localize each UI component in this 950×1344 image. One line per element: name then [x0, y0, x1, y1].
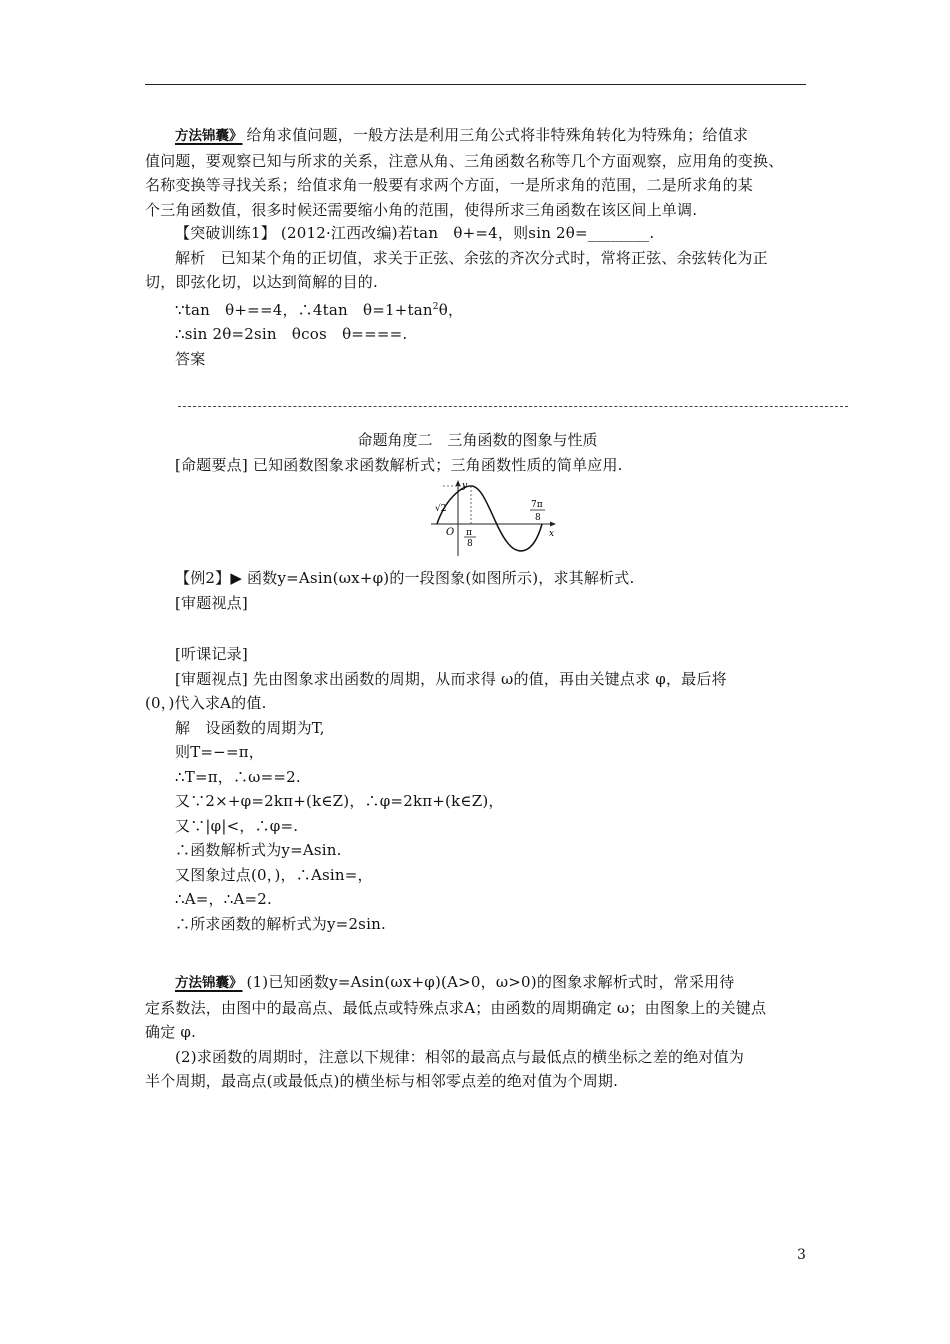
sine-graph	[425, 478, 560, 558]
x-tick-2-num: 7π	[531, 500, 543, 510]
notes-label: [听课记录]	[175, 645, 248, 663]
training-1-step-1: ∵tan θ+==4，∴4tan $\theta=1+\tan^2\theta$，	[175, 300, 464, 319]
method-tip-1-line-4: 个三角函数值，很多时候还需要缩小角的范围，使得所求三角函数在该区间上单调.	[145, 200, 698, 219]
training-1-question: 【突破训练1】 (2012·江西改编)若tan θ+=4，则sin 2θ=________.	[175, 224, 655, 242]
method-tip-1-line-3: 名称变换等寻找关系；给值求角一般要有求两个方面，一是所求角的范围，二是所求角的某	[145, 176, 754, 194]
solution-line-6: ∴函数解析式为y=Asin.	[175, 841, 342, 859]
x-axis-arrow	[550, 522, 556, 527]
method-tip-2-line-1: 方法锦囊》 (1)已知函数y=Asin(ωx+φ)(A>0，ω>0)的图象求解析式时，常采用待	[175, 973, 735, 991]
method-tip-2-line-2: 定系数法，由图中的最高点、最低点或特殊点求A；由函数的周期确定 ω；由图象上的关键点	[145, 998, 767, 1017]
method-tip-2-line-4: (2)求函数的周期时，注意以下规律：相邻的最高点与最低点的横坐标之差的绝对值为	[175, 1047, 745, 1066]
section-points: [命题要点] 已知函数图象求函数解析式；三角函数性质的简单应用.	[175, 456, 623, 474]
x-axis-label: x	[549, 529, 555, 539]
x-tick-1-den: 8	[467, 539, 473, 549]
solution-line-7: 又图象过点(0，)，∴Asin=，	[175, 865, 373, 884]
method-badge: 方法锦囊》	[175, 128, 243, 144]
y-axis-arrow	[456, 480, 461, 486]
method-tip-1-line-2: 值问题，要观察已知与所求的关系，注意从角、三角函数名称等几个方面观察，应用角的变换、	[145, 151, 784, 170]
view-line-2: (0，)代入求A的值.	[145, 694, 267, 712]
page-number: 3	[797, 1247, 806, 1263]
view-label: [审题视点]	[175, 593, 248, 612]
x-tick-1-num: π	[466, 528, 472, 538]
section-title: 命题角度二 三角函数的图象与性质	[357, 431, 598, 449]
solution-line-4: 又∵2×+φ=2kπ+(k∈Z)，∴φ=2kπ+(k∈Z)，	[175, 792, 504, 810]
solution-line-9: ∴所求函数的解析式为y=2sin.	[175, 914, 386, 933]
solution-line-3: ∴T=π，∴ω==2.	[175, 767, 301, 786]
example-2	[145, 566, 810, 615]
solution-line-2: 则T=−=π，	[175, 743, 264, 761]
method-badge: 方法锦囊》	[175, 975, 243, 991]
section-divider	[178, 406, 848, 407]
method-tip-1	[145, 123, 810, 222]
origin-label: O	[446, 527, 455, 538]
training-1-step-2: ∴sin 2θ=2sin θcos θ====.	[175, 325, 408, 343]
method-tip-2	[145, 970, 810, 1094]
training-1-solution-line-1: 解析 已知某个角的正切值，求关于正弦、余弦的齐次分式时，常将正弦、余弦转化为正	[175, 248, 768, 267]
example-2-question: 【例2】▶ 函数y=Asin(ωx+φ)的一段图象(如图所示)，求其解析式.	[175, 569, 635, 587]
method-tip-2-line-5: 半个周期，最高点(或最低点)的横坐标与相邻零点差的绝对值为个周期.	[145, 1072, 619, 1090]
method-tip-1-line-1: 方法锦囊》 给角求值问题，一般方法是利用三角公式将非特殊角转化为特殊角；给值求	[175, 126, 749, 144]
answer-label: 答案	[175, 349, 206, 368]
y-tick-label: √2	[435, 504, 447, 514]
solution-line-8: ∴A=，∴A=2.	[175, 890, 273, 908]
x-tick-2-den: 8	[535, 513, 541, 523]
sine-curve	[437, 486, 542, 551]
header-rule	[145, 84, 806, 85]
y-axis-label: y	[462, 481, 468, 491]
lecture-notes	[145, 642, 810, 936]
view-line-1: [审题视点] 先由图象求出函数的周期，从而求得 ω的值，再由关键点求 φ，最后将	[175, 669, 727, 688]
solution-line-5: 又∵|φ|<，∴φ=.	[175, 816, 299, 835]
training-1-solution-line-2: 切，即弦化切，以达到简解的目的.	[145, 273, 378, 291]
method-tip-2-line-3: 确定 φ.	[145, 1023, 197, 1041]
training-1	[145, 221, 810, 371]
solution-line-1: 解 设函数的周期为T,	[175, 718, 325, 737]
